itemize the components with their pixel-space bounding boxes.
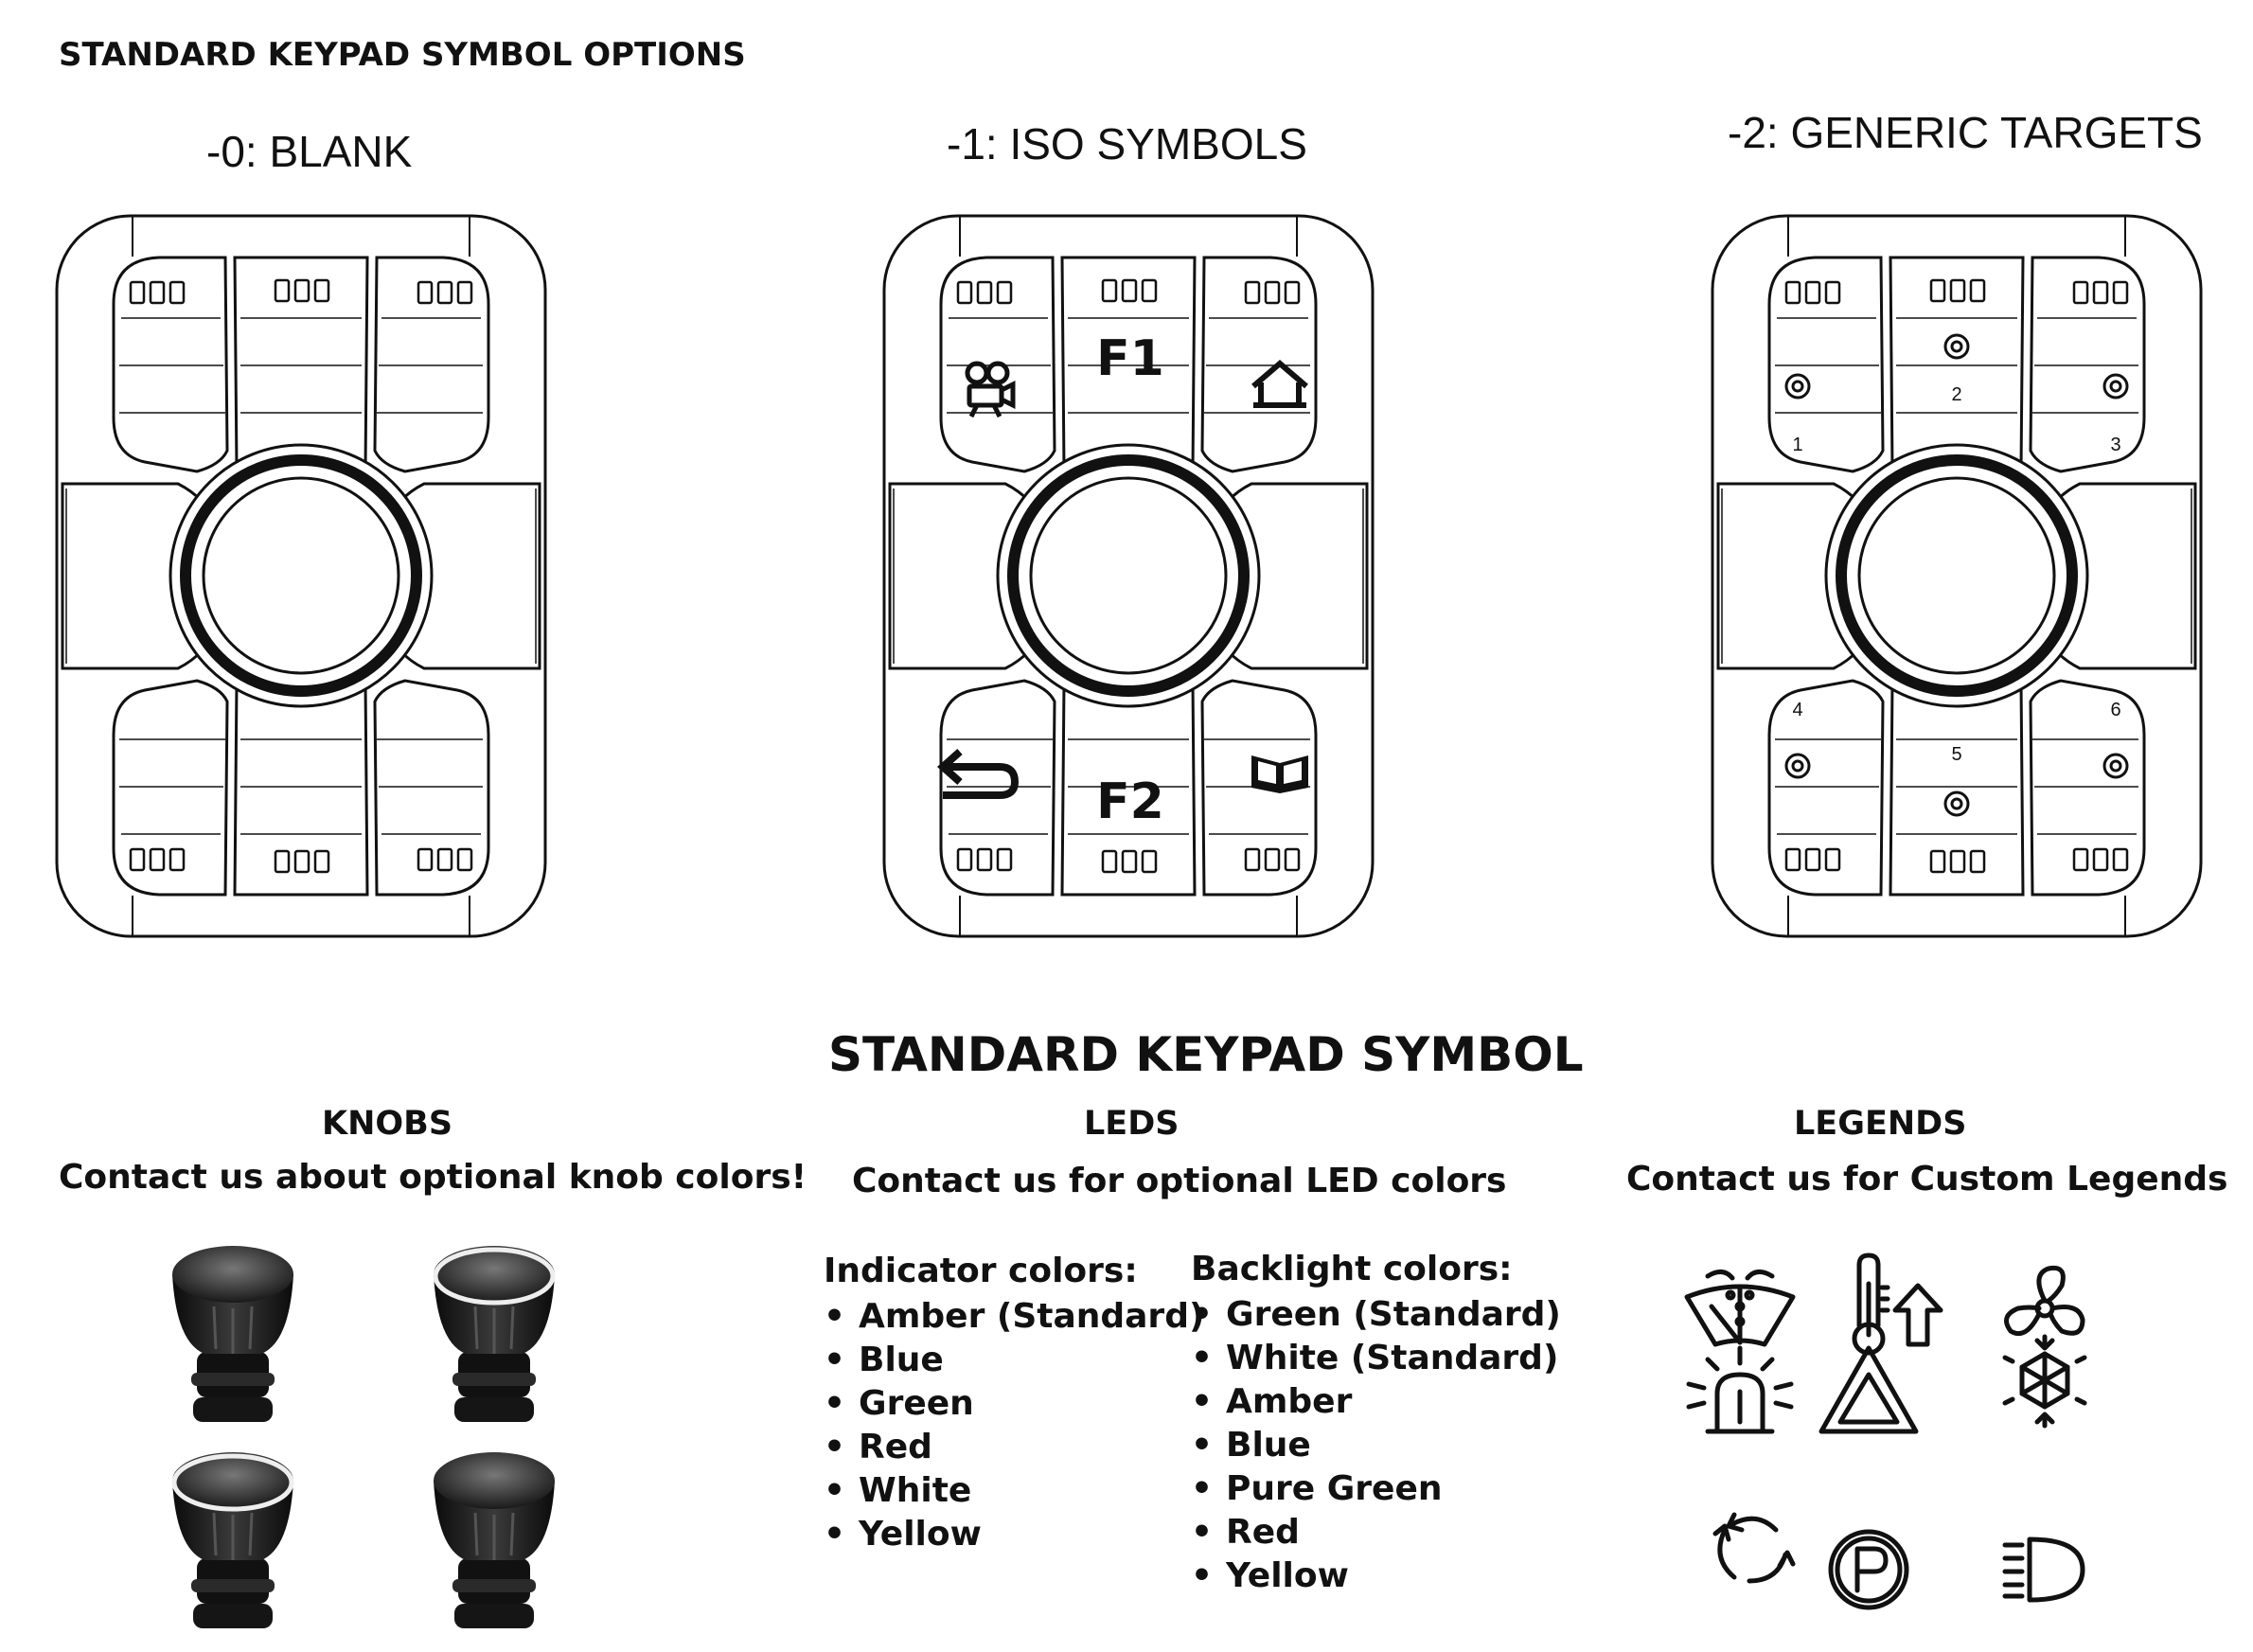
knob-images (151, 1231, 606, 1647)
list-item: • Amber (Standard) (824, 1295, 1204, 1339)
indicator-colors-list (824, 1295, 1204, 1556)
list-item: • Green (Standard) (1191, 1293, 1561, 1337)
option-blank-label: -0: BLANK (206, 127, 413, 176)
parking-icon (1831, 1532, 1907, 1608)
list-item: • Blue (1191, 1424, 1561, 1467)
indicator-colors-heading: Indicator colors: (824, 1252, 1138, 1290)
target-label: 1 (1792, 435, 1803, 455)
keypad-generic-targets (1711, 214, 2203, 938)
snowflake-icon (2005, 1337, 2084, 1426)
list-item: • White (824, 1469, 1204, 1513)
backlight-colors-heading: Backlight colors: (1191, 1250, 1513, 1288)
list-item: • Amber (1191, 1380, 1561, 1424)
target-label: 4 (1792, 700, 1803, 720)
key-label-f2: F2 (1096, 773, 1164, 830)
hazard-icon (1821, 1348, 1916, 1431)
fan-icon (2007, 1268, 2084, 1333)
key-label-f1: F1 (1096, 330, 1164, 387)
knob-white-ring (434, 1246, 555, 1422)
option-generic-targets-label: -2: GENERIC TARGETS (1728, 108, 2203, 157)
target-label: 5 (1951, 744, 1962, 765)
list-item: • Pure Green (1191, 1467, 1561, 1511)
list-item: • Yellow (824, 1513, 1204, 1556)
list-item: • Red (824, 1426, 1204, 1469)
knob-black (172, 1246, 293, 1422)
headlight-icon (2005, 1539, 2083, 1600)
section-title: STANDARD KEYPAD SYMBOL (828, 1027, 1584, 1082)
list-item: • Red (1191, 1511, 1561, 1554)
recirculation-icon (1715, 1515, 1793, 1581)
list-item: • Blue (824, 1339, 1204, 1382)
beacon-icon (1689, 1348, 1791, 1431)
legend-icons (1674, 1250, 2109, 1619)
knob-black (434, 1452, 555, 1628)
keypad-blank (55, 214, 547, 938)
knob-white-ring (172, 1452, 293, 1628)
page-title: STANDARD KEYPAD SYMBOL OPTIONS (59, 36, 746, 74)
list-item: • Green (824, 1382, 1204, 1426)
windshield-washer-icon (1687, 1271, 1793, 1344)
legends-heading: LEGENDS (1794, 1105, 1967, 1143)
keypad-iso-symbols (882, 214, 1375, 938)
temperature-up-icon (1854, 1255, 1941, 1353)
knobs-heading: KNOBS (322, 1105, 453, 1143)
leds-heading: LEDS (1084, 1105, 1180, 1143)
target-label: 3 (2110, 435, 2121, 455)
backlight-colors-list (1191, 1293, 1561, 1598)
leds-contact: Contact us for optional LED colors (852, 1162, 1507, 1200)
target-label: 2 (1951, 384, 1962, 405)
knobs-contact: Contact us about optional knob colors! (59, 1158, 807, 1197)
option-iso-symbols-label: -1: ISO SYMBOLS (947, 119, 1307, 169)
list-item: • Yellow (1191, 1554, 1561, 1598)
target-label: 6 (2110, 700, 2121, 720)
legends-contact: Contact us for Custom Legends (1626, 1160, 2228, 1199)
list-item: • White (Standard) (1191, 1337, 1561, 1380)
